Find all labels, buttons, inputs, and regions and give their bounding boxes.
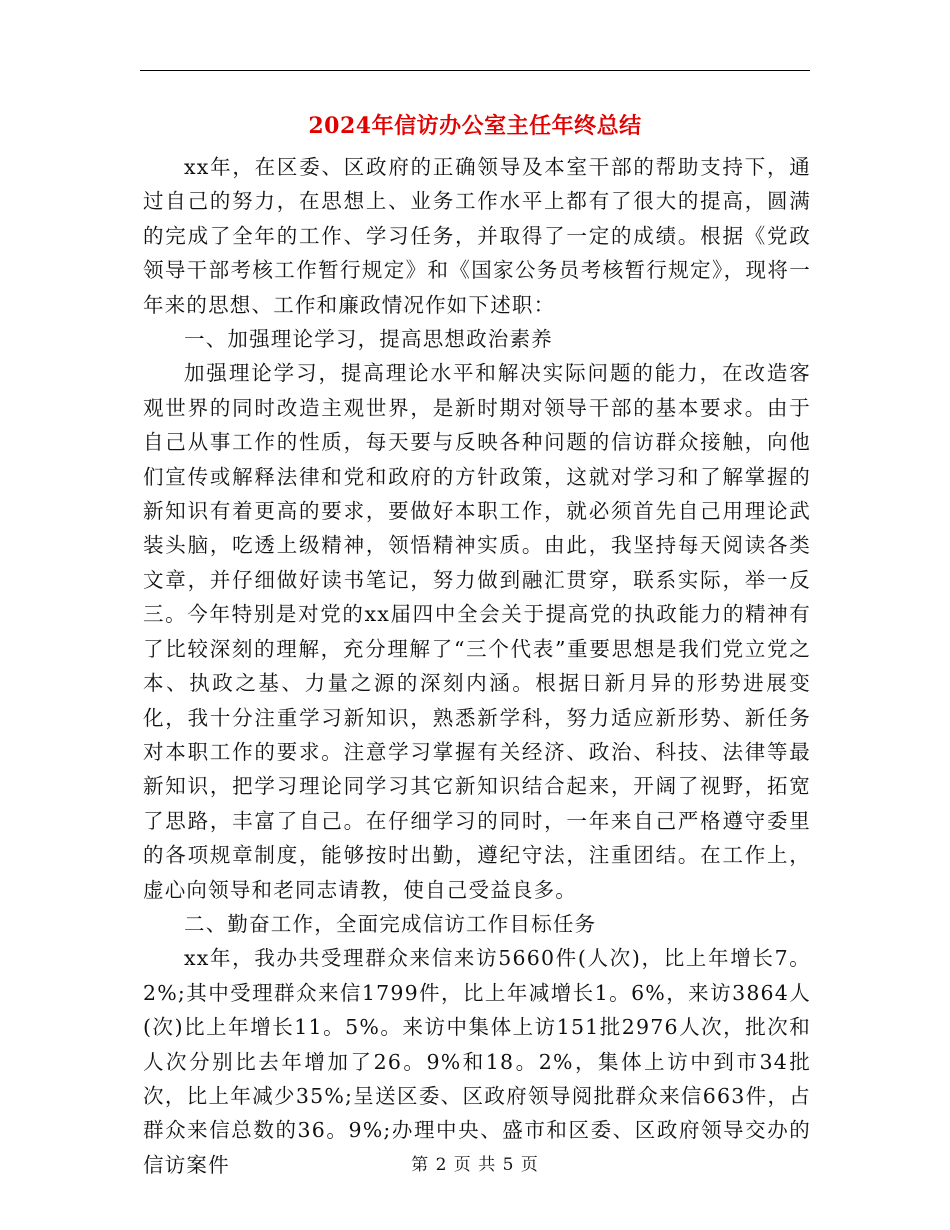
body-paragraph: xx年，在区委、区政府的正确领导及本室干部的帮助支持下，通过自己的努力，在思想上、业务工作水平上都有了很大的提高，圆满的完成了全年的工作、学习任务，并取得了一定的成绩。根据《党政领导干部考核工作暂行规定》和《国家公务员考核暂行规定》，现将一年来的思想、工作和廉政情况作如下述职： [143,155,811,317]
section-heading: 一、加强理论学习，提高思想政治素养 [184,327,553,352]
header-rule [140,70,810,71]
section-heading: 二、勤奋工作，全面完成信访工作目标任务 [184,911,597,936]
page-number: 第 2 页 共 5 页 [411,1155,539,1175]
body-paragraph: xx年，我办共受理群众来信来访5660件(人次)，比上年增长7。2%;其中受理群众来信1799件，比上年减增长1。6%，来访3864人(次)比上年增长11。5%。来访中集体上访151批2976人次，批次和人次分别比去年增加了26。9%和18。2%，集体上访中到市34批次，比上年减少35%;呈送区委、区政府领导阅批群众来信663件，占群众来信总数的36。9%;办理中央、盛市和区委、区政府领导交办的信访案件 [143,946,811,1177]
document-title: 2024年信访办公室主任年终总结 [308,113,642,139]
body-paragraph: 加强理论学习，提高理论水平和解决实际问题的能力，在改造客观世界的同时改造主观世界，是新时期对领导干部的基本要求。由于自己从事工作的性质，每天要与反映各种问题的信访群众接触，向他们宣传或解释法律和党和政府的方针政策，这就对学习和了解掌握的新知识有着更高的要求，要做好本职工作，就必须首先自己用理论武装头脑，吃透上级精神，领悟精神实质。由此，我坚持每天阅读各类文章，并仔细做好读书笔记，努力做到融汇贯穿，联系实际，举一反三。今年特别是对党的xx届四中全会关于提高党的执政能力的精神有了比较深刻的理解，充分理解了“三个代表”重要思想是我们党立党之本、执政之基、力量之源的深刻内涵。根据日新月异的形势进展变化，我十分注重学习新知识，熟悉新学科，努力适应新形势、新任务对本职工作的要求。注意学习掌握有关经济、政治、科技、法律等最新知识，把学习理论同学习其它新知识结合起来，开阔了视野，拓宽了思路，丰富了自己。在仔细学习的同时，一年来自己严格遵守委里的各项规章制度，能够按时出勤，遵纪守法，注重团结。在工作上，虚心向领导和老同志请教，使自己受益良多。 [143,361,811,902]
document-body [143,150,811,1182]
